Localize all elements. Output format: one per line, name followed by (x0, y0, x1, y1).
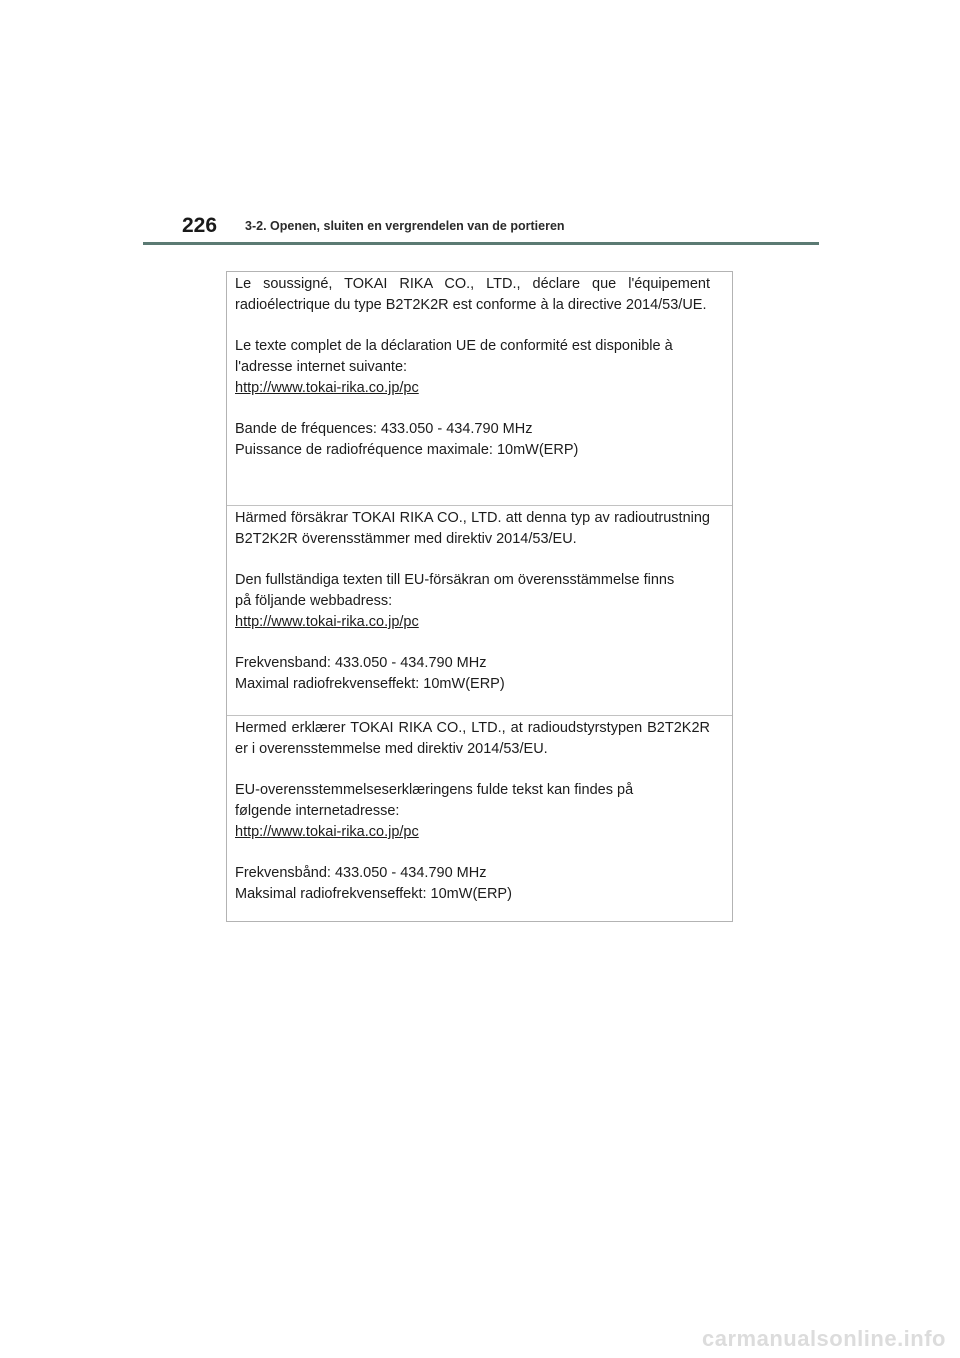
declaration-statement: Hermed erklærer TOKAI RIKA CO., LTD., at radioudstyrstypen B2T2K2R er i overensstemmelse med direktiv 2014/53/EU. (235, 720, 710, 757)
watermark: carmanualsonline.info (702, 1326, 946, 1351)
frequency-band: Frekvensbånd: 433.050 - 434.790 MHz (235, 865, 487, 881)
section-title: 3-2. Openen, sluiten en vergrendelen van de portieren (245, 219, 565, 233)
page-number: 226 (182, 214, 218, 237)
declaration-statement: Härmed försäkrar TOKAI RIKA CO., LTD. att denna typ av radioutrustning B2T2K2R överensstämmer med direktiv 2014/53/EU. (235, 510, 710, 547)
declaration-url-link[interactable]: http://www.tokai-rika.co.jp/pc (235, 824, 419, 840)
frequency-band: Frekvensband: 433.050 - 434.790 MHz (235, 655, 487, 671)
declaration-section-swedish (227, 505, 732, 695)
availability-line: følgende internetadresse: (235, 803, 400, 819)
declaration-section-french (227, 274, 732, 461)
spacer (235, 550, 710, 570)
declaration-url-link[interactable]: http://www.tokai-rika.co.jp/pc (235, 380, 419, 396)
spacer (235, 399, 710, 419)
spacer (235, 633, 710, 653)
spacer (235, 843, 710, 863)
availability-line: Den fullständiga texten till EU-försäkran om överensstämmelse finns (235, 572, 675, 588)
declaration-statement: Le soussigné, TOKAI RIKA CO., LTD., déclare que l'équipement radioélectrique du type B2T2K2R est conforme à la directive 2014/53/UE. (235, 276, 710, 313)
availability-line: Le texte complet de la déclaration UE de conformité est disponible à (235, 338, 673, 354)
availability-line: EU-overensstemmelseserklæringens fulde tekst kan findes på (235, 782, 634, 798)
max-power: Maksimal radiofrekvenseffekt: 10mW(ERP) (235, 886, 512, 902)
declaration-section-danish (227, 715, 732, 905)
frequency-band: Bande de fréquences: 433.050 - 434.790 MHz (235, 421, 533, 437)
declaration-url-link[interactable]: http://www.tokai-rika.co.jp/pc (235, 614, 419, 630)
spacer (235, 316, 710, 336)
spacer (235, 760, 710, 780)
max-power: Maximal radiofrekvenseffekt: 10mW(ERP) (235, 676, 505, 692)
max-power: Puissance de radiofréquence maximale: 10mW(ERP) (235, 442, 579, 458)
header-rule (143, 242, 819, 245)
availability-line: l'adresse internet suivante: (235, 359, 408, 375)
declaration-box (226, 271, 733, 922)
availability-line: på följande webbadress: (235, 593, 393, 609)
